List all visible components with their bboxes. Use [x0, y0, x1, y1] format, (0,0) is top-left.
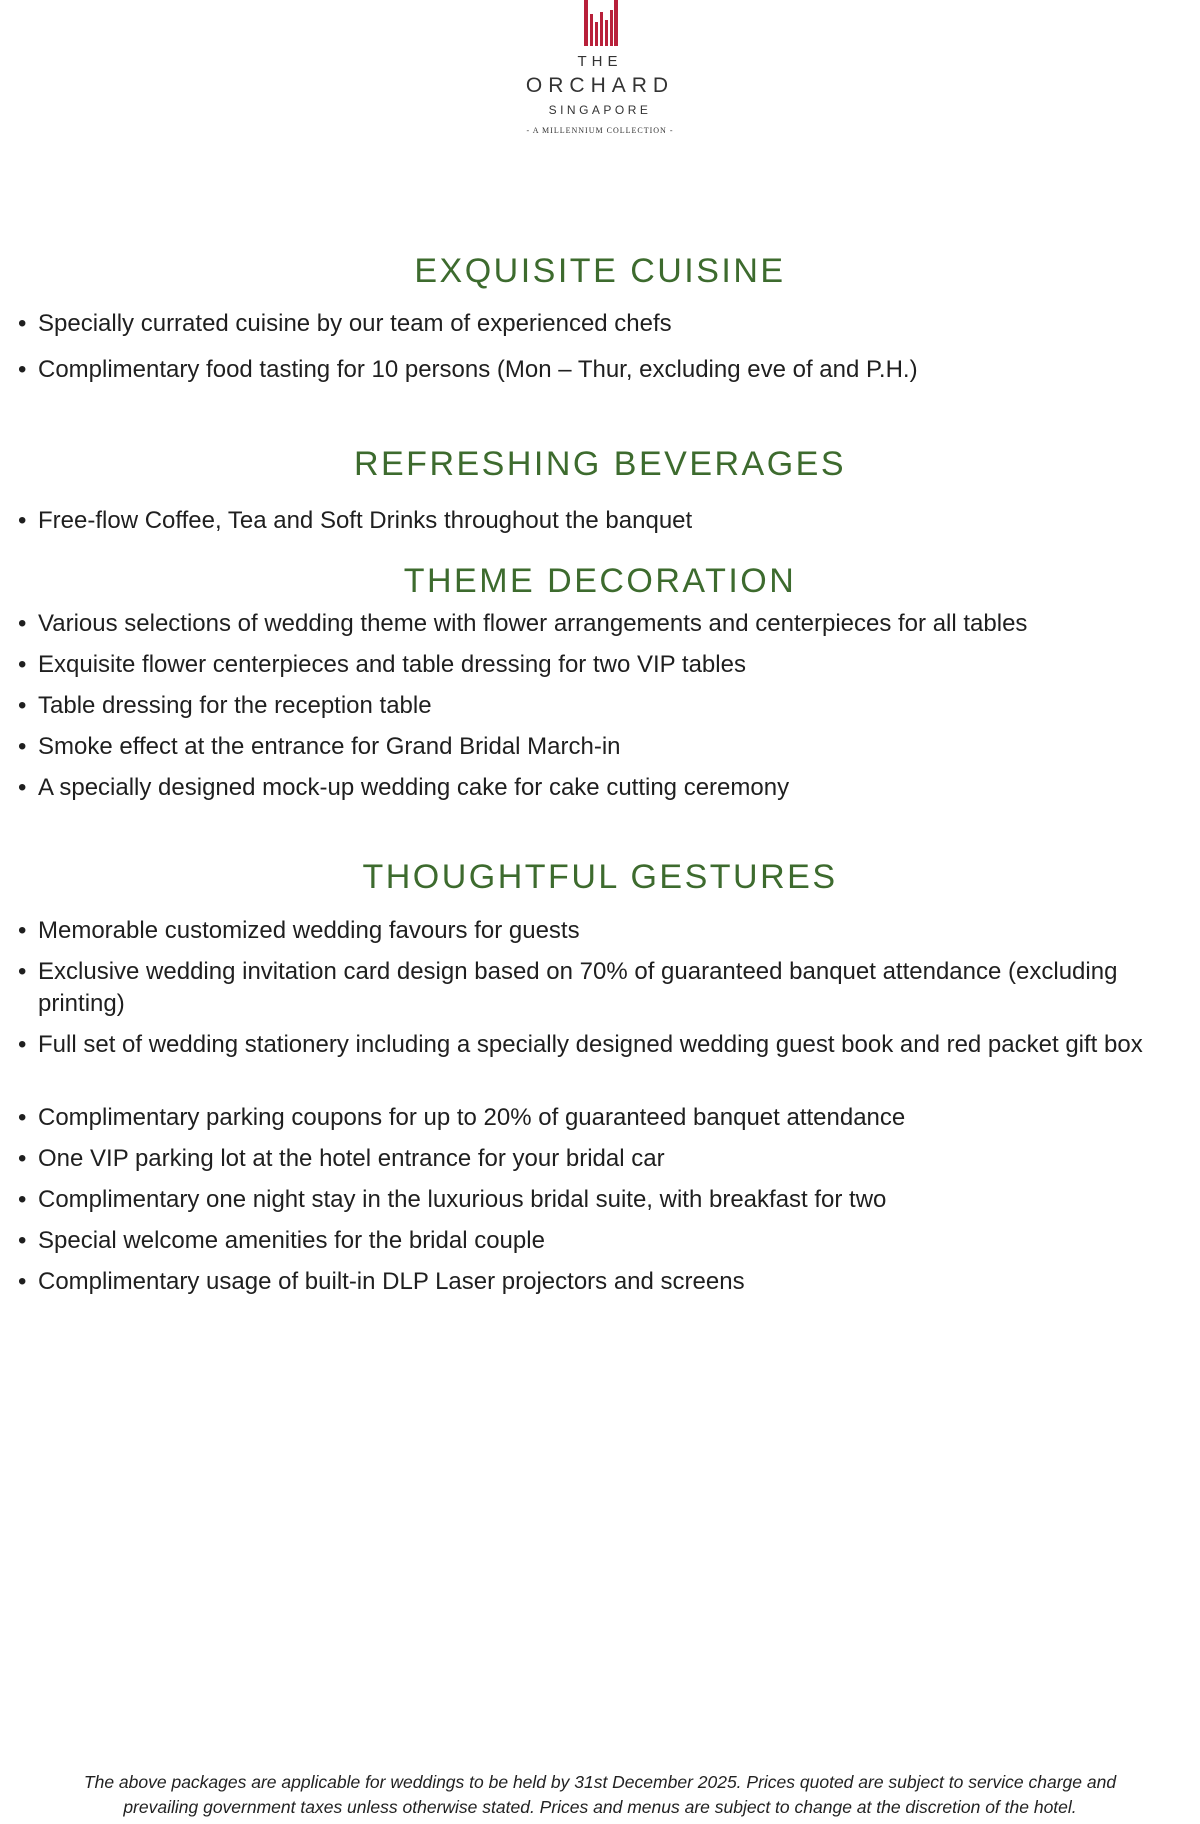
list-item-text: Memorable customized wedding favours for guests: [38, 917, 580, 944]
bullet-icon: •: [18, 1227, 27, 1254]
list-item: [18, 505, 1178, 537]
bullet-icon: •: [18, 733, 27, 760]
bullet-icon: •: [18, 1268, 27, 1295]
list-item: [18, 1029, 1178, 1061]
list-item-text: Free-flow Coffee, Tea and Soft Drinks throughout the banquet: [38, 507, 693, 534]
bullet-icon: •: [18, 651, 27, 678]
section-title-thoughtful-gestures: THOUGHTFUL GESTURES: [362, 858, 838, 896]
bullet-icon: •: [18, 1145, 27, 1172]
list-item-text: Complimentary one night stay in the luxurious bridal suite, with breakfast for two: [38, 1186, 887, 1213]
bullet-icon: •: [18, 958, 27, 985]
footer-line-2: prevailing government taxes unless otherwise stated. Prices and menus are subject to change at the discretion of the hotel.: [123, 1797, 1077, 1817]
list-item: [18, 772, 1178, 804]
list-item-text: Various selections of wedding theme with flower arrangements and centerpieces for all tables: [38, 610, 1028, 637]
list-item: [18, 1225, 1178, 1257]
list-item-text: Smoke effect at the entrance for Grand Bridal March-in: [38, 733, 621, 760]
logo-singapore: SINGAPORE: [548, 103, 652, 117]
list-item: [18, 608, 1178, 640]
list-item: [18, 1266, 1178, 1298]
list-item-text: Table dressing for the reception table: [38, 692, 432, 719]
bullet-icon: •: [18, 356, 27, 383]
footer-line-1: The above packages are applicable for weddings to be held by 31st December 2025. Prices quoted are subject to service charge and: [83, 1772, 1117, 1792]
bullet-icon: •: [18, 774, 27, 801]
list-item-text: Complimentary usage of built-in DLP Laser projectors and screens: [38, 1268, 745, 1295]
orchard-logo-icon: [584, 0, 618, 46]
list-item: [18, 731, 1178, 763]
section-title-theme-decoration: THEME DECORATION: [403, 562, 797, 600]
bullet-icon: •: [18, 692, 27, 719]
section-title-exquisite-cuisine: EXQUISITE CUISINE: [414, 252, 786, 290]
list-item: [18, 1184, 1178, 1216]
list-item: [18, 1102, 1178, 1134]
list-item: [18, 956, 1178, 1020]
bullet-icon: •: [18, 1031, 27, 1058]
logo-the: THE: [577, 53, 623, 70]
list-item-text: Exclusive wedding invitation card design based on 70% of guaranteed banquet attendance (excluding printing): [38, 958, 1118, 1017]
list-item: [18, 915, 1178, 947]
list-item-text: Full set of wedding stationery including a specially designed wedding guest book and red packet gift box: [38, 1031, 1143, 1058]
bullet-icon: •: [18, 310, 27, 337]
footer-disclaimer: [0, 1770, 1200, 1820]
bullet-icon: •: [18, 1186, 27, 1213]
list-item-text: One VIP parking lot at the hotel entrance for your bridal car: [38, 1145, 665, 1172]
list-item-text: Exquisite flower centerpieces and table dressing for two VIP tables: [38, 651, 746, 678]
list-item: [18, 308, 1178, 340]
bullet-icon: •: [18, 917, 27, 944]
logo-orchard: ORCHARD: [525, 74, 675, 97]
section-title-refreshing-beverages: REFRESHING BEVERAGES: [353, 445, 847, 483]
list-item: [18, 1143, 1178, 1175]
hotel-logo: [0, 0, 1200, 140]
bullet-icon: •: [18, 610, 27, 637]
list-item: [18, 649, 1178, 681]
bullet-icon: •: [18, 507, 27, 534]
list-item-text: Specially currated cuisine by our team of experienced chefs: [38, 310, 672, 337]
list-item-text: Complimentary food tasting for 10 persons (Mon – Thur, excluding eve of and P.H.): [38, 356, 918, 383]
list-item: [18, 354, 1178, 386]
list-item-text: Complimentary parking coupons for up to 20% of guaranteed banquet attendance: [38, 1104, 906, 1131]
list-item-text: A specially designed mock-up wedding cake for cake cutting ceremony: [38, 774, 790, 801]
list-item: [18, 690, 1178, 722]
bullet-icon: •: [18, 1104, 27, 1131]
list-item-text: Special welcome amenities for the bridal couple: [38, 1227, 545, 1254]
logo-tagline: - A MILLENNIUM COLLECTION -: [526, 126, 674, 135]
